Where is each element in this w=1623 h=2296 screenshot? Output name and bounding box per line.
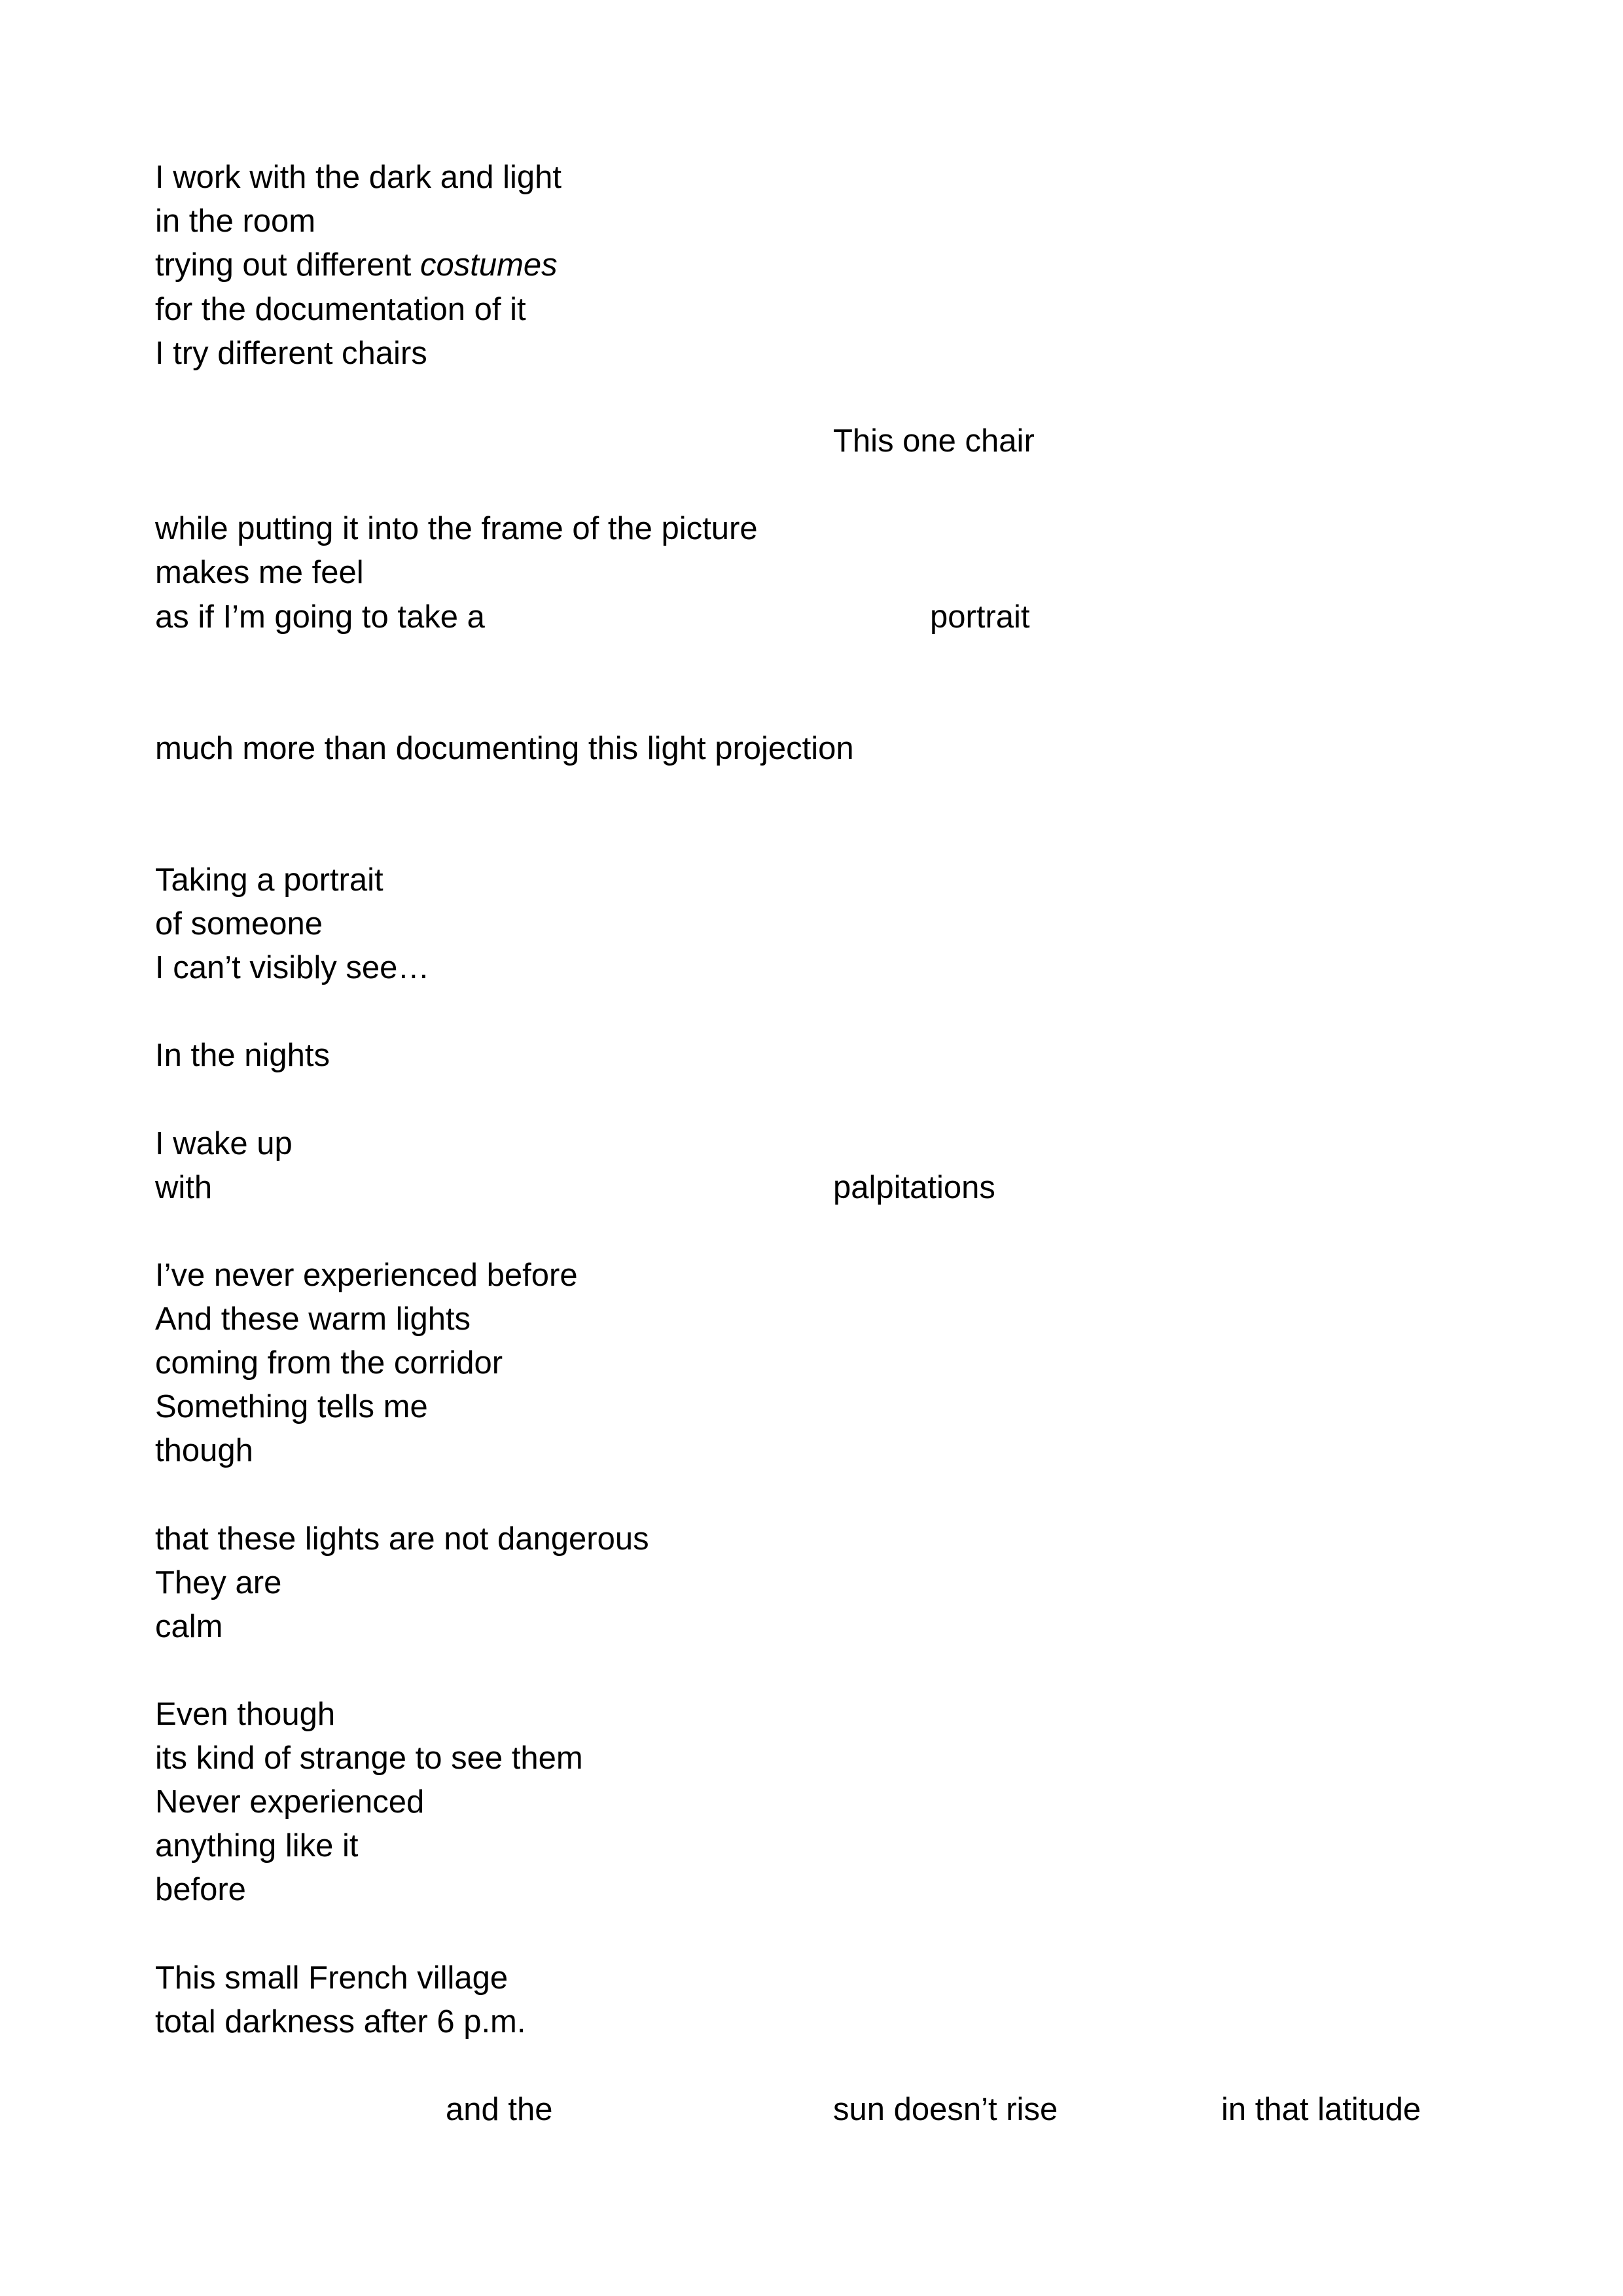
poem-line: In the nights	[155, 1038, 330, 1073]
poem-fragment: in that latitude	[1221, 2092, 1421, 2127]
poem-fragment: sun doesn’t rise	[833, 2092, 1058, 2127]
poem-line: coming from the corridor	[155, 1345, 503, 1381]
italic-word: costumes	[419, 247, 558, 283]
poem-line: makes me feel	[155, 555, 364, 590]
poem-word-indented: portrait	[930, 599, 1030, 635]
poem-word-indented: palpitations	[833, 1170, 995, 1205]
poem-line: for the documentation of it	[155, 292, 526, 327]
poem-line: I try different chairs	[155, 336, 427, 371]
poem-line: Taking a portrait	[155, 862, 383, 898]
poem-line: I’ve never experienced before	[155, 1258, 578, 1293]
poem-line: Even though	[155, 1697, 336, 1732]
poem-line: I can’t visibly see…	[155, 950, 430, 985]
poem-line: in the room	[155, 203, 316, 239]
poem-line: though	[155, 1433, 253, 1468]
poem-line: before	[155, 1872, 246, 1907]
poem-line: And these warm lights	[155, 1301, 471, 1337]
poem-line	[155, 243, 558, 287]
poem-line: of someone	[155, 906, 323, 942]
poem-line: with	[155, 1170, 213, 1205]
poem-line: Never experienced	[155, 1784, 425, 1820]
poem-fragment: and the	[446, 2092, 553, 2127]
poem-line: I wake up	[155, 1126, 293, 1161]
poem-line: its kind of strange to see them	[155, 1740, 583, 1776]
poem-line: This small French village	[155, 1960, 508, 1996]
poem-line: anything like it	[155, 1828, 359, 1863]
poem-line: total darkness after 6 p.m.	[155, 2004, 526, 2040]
poem-line: that these lights are not dangerous	[155, 1521, 649, 1557]
poem-line: as if I’m going to take a	[155, 599, 485, 635]
poem-line: They are	[155, 1565, 282, 1600]
poem-text: trying out different	[155, 247, 420, 283]
poem-line: calm	[155, 1609, 223, 1644]
poem-line: I work with the dark and light	[155, 160, 562, 195]
poem-line: Something tells me	[155, 1389, 428, 1424]
poem-line: while putting it into the frame of the picture	[155, 511, 758, 546]
poem-line-indented: This one chair	[833, 423, 1035, 459]
poem-line: much more than documenting this light projection	[155, 731, 854, 766]
